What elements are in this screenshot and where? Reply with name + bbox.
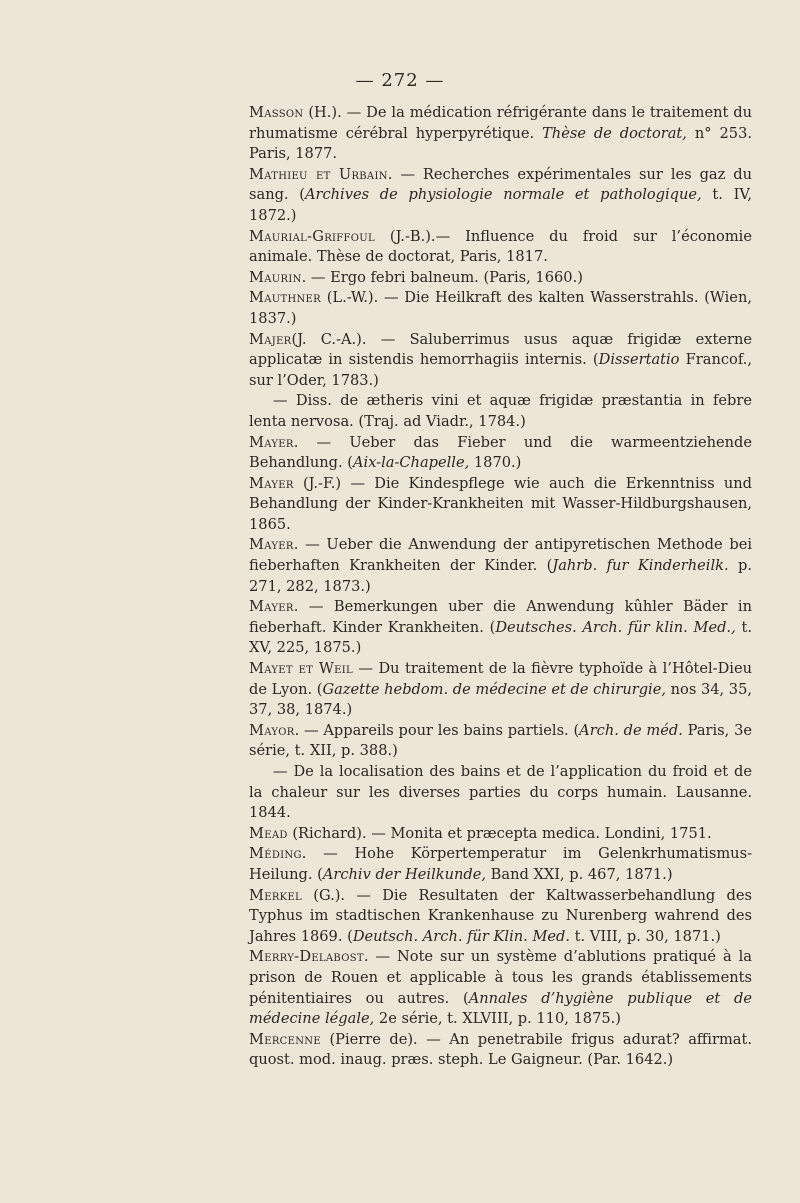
entry-citation: t. IV, 1872.) [249, 186, 752, 224]
entry-author: Mayer [249, 536, 294, 554]
bibliography-entry [249, 947, 752, 1029]
entry-source-title: Thèse de doctorat, [542, 124, 687, 142]
bibliography-entry [249, 474, 752, 536]
entry-citation: nos 34, 35, 37, 38, 1874.) [249, 680, 753, 719]
entry-text: . — Bemerkungen uber die Anwendung kûhler Bäder in fieberhaft. Kinder Krankheiten. ( [249, 598, 752, 636]
bibliography-entry [249, 659, 752, 721]
entry-author: Merry-Delabost [249, 948, 364, 966]
bibliography-entry [249, 844, 752, 885]
entry-source-title: Annales d’hygiène publique et de médecine légale, [249, 989, 753, 1028]
entry-citation: t. XV, 225, 1875.) [249, 618, 752, 657]
entry-text: . — Ueber das Fieber und die warmeentziehende Behandlung. ( [249, 433, 752, 472]
entry-text: (J.-B.).— Influence du froid sur l’économie animale. Thèse de doctorat, Paris, 1817. [249, 227, 752, 266]
entry-text: (L.-W.). — Die Heilkraft des kalten Wasserstrahls. (Wien, 1837.) [249, 289, 752, 327]
bibliography-entry [249, 288, 752, 329]
bibliography-entry [249, 535, 752, 597]
entry-author: Merkel [249, 886, 302, 904]
entry-source-title: Dissertatio [598, 351, 680, 369]
entry-source-title: Deutsches. Arch. für klin. Med., [495, 618, 736, 636]
entry-text: (G.). — Die Resultaten der Kaltwasserbehandlung des Typhus im stadtischen Krankenhause zu Nurenberg wahrend des Jahres 1869. ( [249, 886, 752, 945]
entry-text: . — Hohe Körpertemperatur im Gelenkrhumatismus-Heilung. ( [249, 845, 752, 883]
entry-source-title: Deutsch. Arch. für Klin. Med. [352, 927, 571, 945]
bibliography-entry [249, 721, 752, 762]
entry-text: . — Note sur un système d’ablutions pratiqué à la prison de Rouen et applicable à tous les grands établissements pénitentiaires ou autres. ( [249, 948, 752, 1007]
entry-citation: p. 271, 282, 1873.) [249, 557, 752, 595]
bibliography-entry [249, 103, 752, 165]
entry-text: — De la localisation des bains et de l’application du froid et de la chaleur sur les diverses parties du corps humain. Lausanne. 1844. [249, 763, 752, 822]
entry-author: Maurial-Griffoul [249, 227, 375, 245]
entry-author: Mercenne [249, 1030, 321, 1048]
entry-source-title: Gazette hebdom. de médecine et de chirurgie, [322, 680, 666, 698]
page-number: — 272 — [355, 70, 445, 91]
entry-author: Mayer [249, 433, 294, 451]
entry-text: (Pierre de). — An penetrabile frigus adurat? affirmat. quost. mod. inaug. præs. steph. Le Gaigneur. (Par. 1642.) [249, 1030, 752, 1069]
entry-author: Méding [249, 845, 302, 863]
entry-author: Majer [249, 330, 292, 348]
entry-text: (J.-F.) — Die Kindespflege wie auch die Erkenntniss und Behandlung der Kinder-Krankheiten mit Wasser-Hildburgshausen, 1865. [249, 474, 752, 533]
entry-citation: 1870.) [469, 454, 522, 472]
bibliography-entry [249, 433, 752, 474]
bibliography-entry [249, 165, 752, 227]
entry-source-title: Jahrb. fur Kinderheilk. [552, 557, 729, 575]
bibliography-list [249, 103, 752, 1071]
entry-text: . — Appareils pour les bains partiels. ( [294, 721, 580, 739]
entry-citation: 2e série, t. XLVIII, p. 110, 1875.) [374, 1010, 621, 1028]
entry-author: Mayer [249, 474, 294, 492]
entry-citation: t. VIII, p. 30, 1871.) [570, 927, 721, 945]
entry-citation: n° 253. Paris, 1877. [249, 124, 752, 163]
bibliography-entry [249, 330, 752, 392]
entry-text: (J. C.-A.). — Saluberrimus usus aquæ frigidæ externe applicatæ in sistendis hemorrhagiis internis. ( [249, 330, 752, 369]
bibliography-entry [249, 268, 752, 289]
bibliography-entry [249, 227, 752, 268]
entry-author: Mayer [249, 598, 294, 616]
entry-text: . — Ergo febri balneum. (Paris, 1660.) [301, 268, 583, 286]
entry-text: . — Ueber die Anwendung der antipyretischen Methode bei fieberhaften Krankheiten der Kinder. ( [249, 536, 752, 575]
entry-source-title: Aix-la-Chapelle, [352, 454, 470, 472]
entry-author: Masson [249, 104, 304, 121]
entry-author: Mauthner [249, 289, 321, 307]
entry-author: Mathieu et Urbain [249, 165, 388, 183]
bibliography-entry [249, 824, 752, 845]
entry-author: Maurin [249, 268, 302, 286]
entry-text: (H.). — De la médication réfrigérante dans le traitement du rhumatisme cérébral hyperpyrétique. [249, 104, 752, 142]
bibliography-entry [249, 1030, 752, 1071]
entry-source-title: Arch. de méd. [579, 721, 683, 739]
entry-author: Mayor [249, 721, 295, 739]
entry-citation: Paris, 3e série, t. XII, p. 388.) [249, 721, 752, 760]
bibliography-entry [249, 886, 752, 948]
entry-text: — Diss. de ætheris vini et aquæ frigidæ præstantia in febre lenta nervosa. (Traj. ad Viadr., 1784.) [249, 392, 752, 430]
entry-text: — Du traitement de la fièvre typhoïde à l’Hôtel-Dieu de Lyon. ( [249, 660, 752, 698]
entry-text: . — Recherches expérimentales sur les gaz du sang. ( [249, 165, 752, 204]
bibliography-entry [249, 762, 752, 824]
entry-source-title: Archiv der Heilkunde, [322, 865, 487, 883]
entry-source-title: Archives de physiologie normale et pathologique, [304, 186, 702, 204]
bibliography-entry [249, 597, 752, 659]
entry-citation: Band XXI, p. 467, 1871.) [486, 865, 673, 883]
entry-citation: Francof., sur l’Oder, 1783.) [249, 351, 752, 389]
entry-author: Mayet et Weil [249, 660, 353, 678]
entry-author: Mead [249, 824, 288, 842]
bibliography-entry [249, 391, 752, 432]
entry-text: (Richard). — Monita et præcepta medica. Londini, 1751. [287, 824, 712, 842]
